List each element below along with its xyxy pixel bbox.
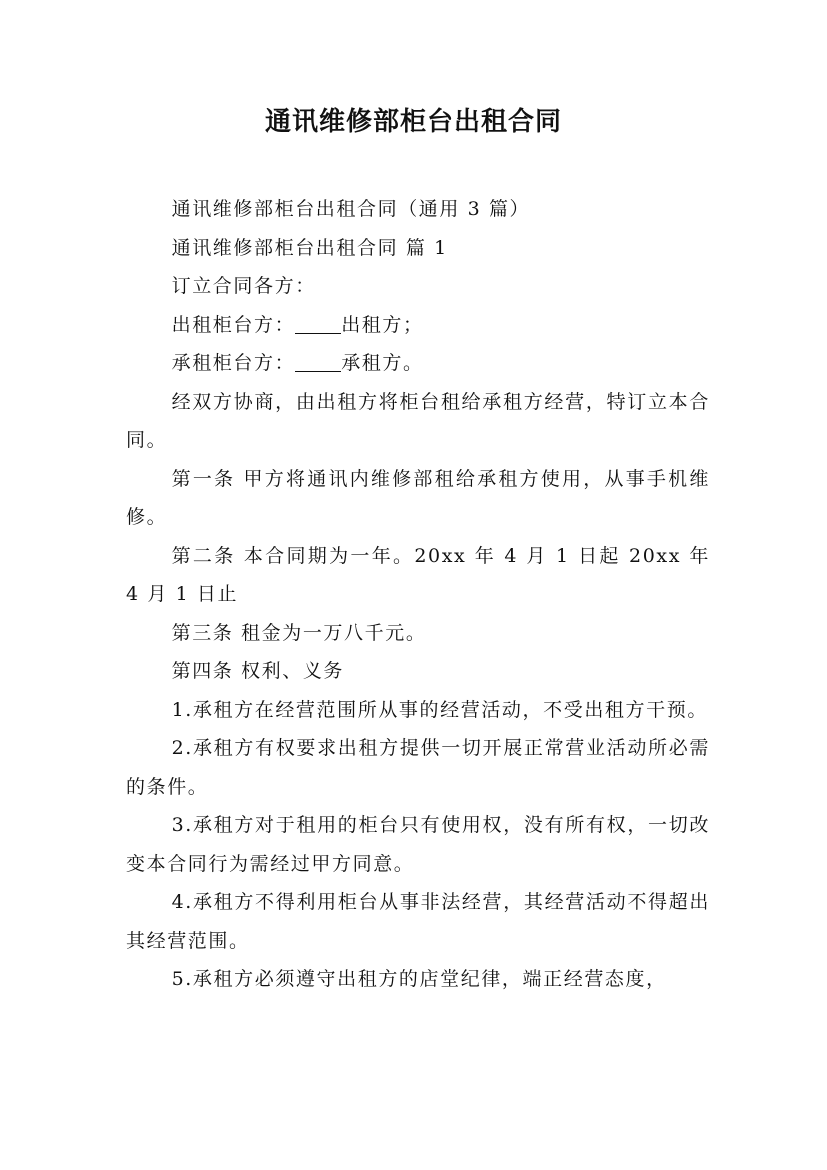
clause-3: 第三条 租金为一万八千元。 — [171, 621, 427, 644]
item-4: 4.承租方不得利用柜台从事非法经营，其经营活动不得超出其经营范围。 — [126, 891, 710, 952]
item-2: 2.承租方有权要求出租方提供一切开展正常营业活动所必需的条件。 — [126, 737, 710, 798]
lessor-line — [126, 306, 710, 345]
document-title: 通讯维修部柜台出租合同 — [264, 107, 562, 137]
preamble: 经双方协商，由出租方将柜台租给承租方经营，特订立本合同。 — [126, 390, 710, 451]
item-1: 1.承租方在经营范围所从事的经营活动，不受出租方干预。 — [171, 698, 708, 721]
clause-2: 第二条 本合同期为一年。20xx 年 4 月 1 日起 20xx 年 4 月 1 日止 — [126, 544, 710, 605]
clause-1: 第一条 甲方将通讯内维修部租给承租方使用，从事手机维修。 — [126, 467, 710, 528]
lessee-blank — [295, 352, 341, 372]
lessee-label: 承租柜台方： — [171, 352, 296, 374]
clause-4: 第四条 权利、义务 — [171, 660, 345, 682]
lessor-role: 出租方； — [341, 313, 424, 336]
lessee-line — [126, 344, 710, 383]
article-heading: 通讯维修部柜台出租合同 篇 1 — [171, 236, 448, 259]
lessor-blank — [295, 314, 341, 334]
item-5: 5.承租方必须遵守出租方的店堂纪律，端正经营态度， — [171, 968, 667, 990]
lessor-label: 出租柜台方： — [171, 313, 296, 336]
lessee-role: 承租方。 — [341, 352, 424, 374]
parties-heading: 订立合同各方： — [171, 275, 316, 297]
document-body — [126, 190, 710, 999]
subtitle: 通讯维修部柜台出租合同（通用 3 篇） — [171, 198, 531, 220]
item-3: 3.承租方对于租用的柜台只有使用权，没有所有权，一切改变本合同行为需经过甲方同意。 — [126, 814, 710, 875]
